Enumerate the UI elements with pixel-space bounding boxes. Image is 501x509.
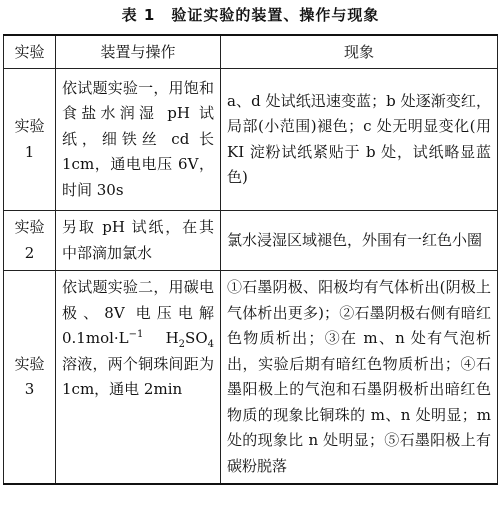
table-row <box>4 271 498 485</box>
experiment-number: 1 <box>24 142 35 161</box>
setup-text-a: 依试题实验二，用碳电极、8V 电压电解 0.1mol·L <box>62 278 214 347</box>
header-setup: 装置与操作 <box>56 35 221 69</box>
phenomenon-cell: 氯水浸湿区域褪色，外围有一红色小圈 <box>221 211 498 271</box>
experiment-label <box>4 271 56 485</box>
setup-text-d: 溶液，两个铜珠间距为 1cm，通电 2min <box>62 354 214 398</box>
header-experiment: 实验 <box>4 35 56 69</box>
setup-superscript: −1 <box>128 329 144 340</box>
experiment-label-text: 实验 <box>14 218 45 236</box>
experiment-label-text: 实验 <box>14 117 45 135</box>
setup-cell <box>56 271 221 485</box>
setup-cell: 另取 pH 试纸，在其中部滴加氯水 <box>56 211 221 271</box>
experiment-label <box>4 211 56 271</box>
phenomenon-cell: ①石墨阴极、阳极均有气体析出(阴极上气体析出更多)；②石墨阴极右侧有暗红色物质析出；③在 m、n 处有气泡析出，实验后期有暗红色物质析出；④石墨阳极上的气泡和石墨阴极析出暗红色物质的现象比铜珠的 m、n 处明显；m 处的现象比 n 处明显；⑤石墨阳极上有碳粉脱落 <box>221 271 498 485</box>
experiment-label-text: 实验 <box>14 354 45 373</box>
setup-subscript-1: 2 <box>178 339 186 350</box>
setup-cell: 依试题实验一，用饱和食盐水润湿 pH 试纸，细铁丝 cd 长 1cm，通电电压 6V，时间 30s <box>56 69 221 211</box>
experiment-label <box>4 69 56 211</box>
header-phenomenon: 现象 <box>221 35 498 69</box>
experiment-table <box>3 34 498 485</box>
table-row <box>4 69 498 211</box>
table-row <box>4 211 498 271</box>
experiment-number: 3 <box>24 380 35 398</box>
setup-text-b: H <box>143 329 179 347</box>
setup-text-c: SO <box>185 329 208 347</box>
experiment-number: 2 <box>24 243 35 262</box>
table-caption: 表 1 验证实验的装置、操作与现象 <box>121 6 380 24</box>
setup-subscript-2: 4 <box>207 339 214 350</box>
table-header-row <box>4 35 498 69</box>
phenomenon-cell: a、d 处试纸迅速变蓝；b 处逐渐变红，局部(小范围)褪色；c 处无明显变化(用 KI 淀粉试纸紧贴于 b 处，试纸略显蓝色) <box>221 69 498 211</box>
